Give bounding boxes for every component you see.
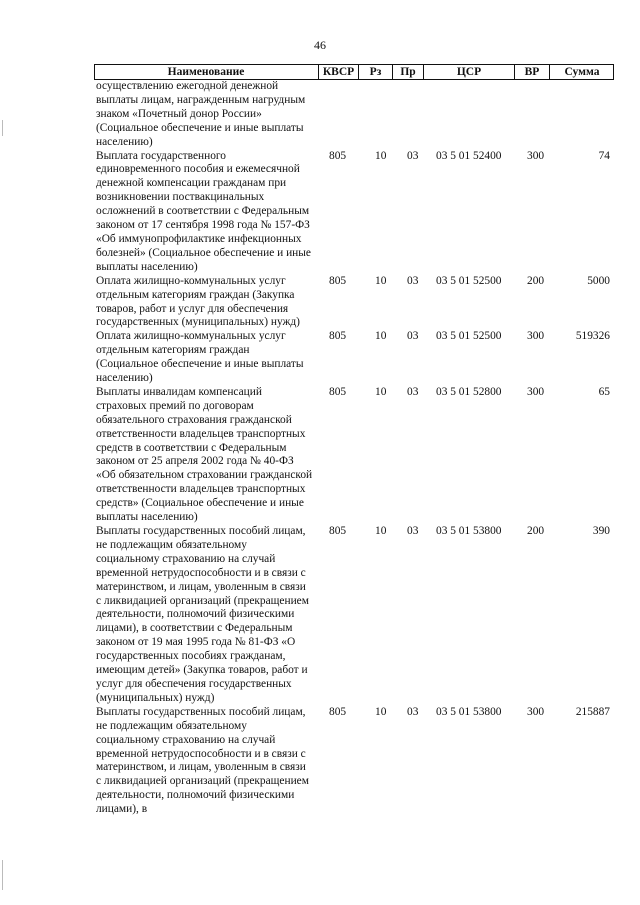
row-csr: 03 5 01 53800 — [436, 525, 502, 537]
row-name: Выплаты инвалидам компенсаций страховых премий по договорам обязательного страхования гражданской ответственности владельцев транспортных средств в соответствии с Федеральным законом от 25 апреля 2002 года № 40-ФЗ «Об обязательном страховании гражданской ответственности владельцев транспортных средств» (Социальное обеспечение и иные выплаты населению) — [96, 385, 313, 524]
page-number: 46 — [314, 38, 326, 52]
table-row — [96, 386, 612, 525]
row-sum: 5000 — [587, 274, 610, 287]
row-pr: 03 — [407, 525, 419, 537]
row-sum: 74 — [598, 149, 610, 162]
row-sum: 519326 — [575, 330, 610, 343]
row-pr: 03 — [407, 705, 419, 718]
row-name: осуществлению ежегодной денежной выплаты лицам, награжденным нагрудным знаком «Почетный донор России» (Социальное обеспечение и иные выплаты населению) — [96, 80, 306, 148]
header-csr: ЦСР — [423, 65, 514, 79]
header-rz: Рз — [358, 65, 392, 79]
row-vr: 200 — [527, 274, 545, 287]
row-name: Выплаты государственных пособий лицам, не подлежащим обязательному социальному страхованию на случай временной нетрудоспособности и в связи с материнством, и лицам, уволенным в связи с ликвидацией организаций (прекращением деятельности, полномочий физическими лицами), в соответствии с Федеральным законом от 19 мая 1995 года № 81-ФЗ «О государственных пособиях гражданам, имеющим детей» (Закупка товаров, работ и услуг для обеспечения государственных (муниципальных) нужд) — [96, 525, 309, 704]
row-csr: 03 5 01 53800 — [436, 705, 502, 718]
row-rz: 10 — [375, 525, 387, 537]
header-sum: Сумма — [549, 65, 614, 79]
row-vr: 300 — [527, 149, 545, 162]
row-sum: 390 — [592, 525, 610, 537]
row-vr: 300 — [527, 385, 545, 398]
row-kvsr: 805 — [329, 385, 347, 398]
table-header — [94, 64, 614, 80]
header-name: Наименование — [167, 66, 245, 78]
row-kvsr: 805 — [329, 525, 347, 537]
row-kvsr: 805 — [329, 705, 347, 718]
table-row — [96, 275, 612, 331]
row-csr: 03 5 01 52500 — [436, 330, 502, 343]
row-csr: 03 5 01 52400 — [436, 149, 502, 162]
row-vr: 300 — [527, 330, 545, 343]
header-kvsr: КВСР — [318, 65, 358, 79]
row-kvsr: 805 — [329, 274, 347, 287]
row-name: Оплата жилищно-коммунальных услуг отдельным категориям граждан (Социальное обеспечение и иные выплаты населению) — [96, 330, 304, 385]
table-row — [96, 150, 612, 275]
table-body — [96, 80, 612, 817]
scan-edge-mark — [2, 120, 3, 136]
table-row — [96, 330, 612, 386]
row-name: Выплаты государственных пособий лицам, не подлежащим обязательному социальному страхованию на случай временной нетрудоспособности и в связи с материнством, и лицам, уволенным в связи с ликвидацией организаций (прекращением деятельности, полномочий физическими лицами), в — [96, 705, 309, 816]
row-csr: 03 5 01 52500 — [436, 274, 502, 287]
row-rz: 10 — [375, 330, 387, 343]
row-vr: 200 — [527, 525, 545, 537]
table-row — [96, 525, 612, 706]
row-pr: 03 — [407, 385, 419, 398]
table-row — [96, 706, 612, 817]
scan-edge-mark — [2, 860, 3, 890]
row-pr: 03 — [407, 274, 419, 287]
row-kvsr: 805 — [329, 149, 347, 162]
row-name: Выплата государственного единовременного пособия и ежемесячной денежной компенсации гражданам при возникновении поствакцинальных осложнений в соответствии с Федеральным законом от 17 сентября 1998 года № 157-ФЗ «Об иммунопрофилактике инфекционных болезней» (Социальное обеспечение и иные выплаты населению) — [96, 149, 311, 273]
row-sum: 215887 — [575, 705, 610, 718]
row-kvsr: 805 — [329, 330, 347, 343]
header-vr: ВР — [514, 65, 549, 79]
header-pr: Пр — [392, 65, 423, 79]
row-sum: 65 — [598, 385, 610, 398]
table-row — [96, 80, 612, 150]
row-rz: 10 — [375, 149, 387, 162]
row-csr: 03 5 01 52800 — [436, 385, 502, 398]
row-pr: 03 — [407, 330, 419, 343]
row-name: Оплата жилищно-коммунальных услуг отдельным категориям граждан (Закупка товаров, работ и услуг для обеспечения государственных (муниципальных) нужд) — [96, 274, 300, 329]
row-vr: 300 — [527, 705, 545, 718]
row-rz: 10 — [375, 705, 387, 718]
row-rz: 10 — [375, 274, 387, 287]
row-rz: 10 — [375, 385, 387, 398]
row-pr: 03 — [407, 149, 419, 162]
